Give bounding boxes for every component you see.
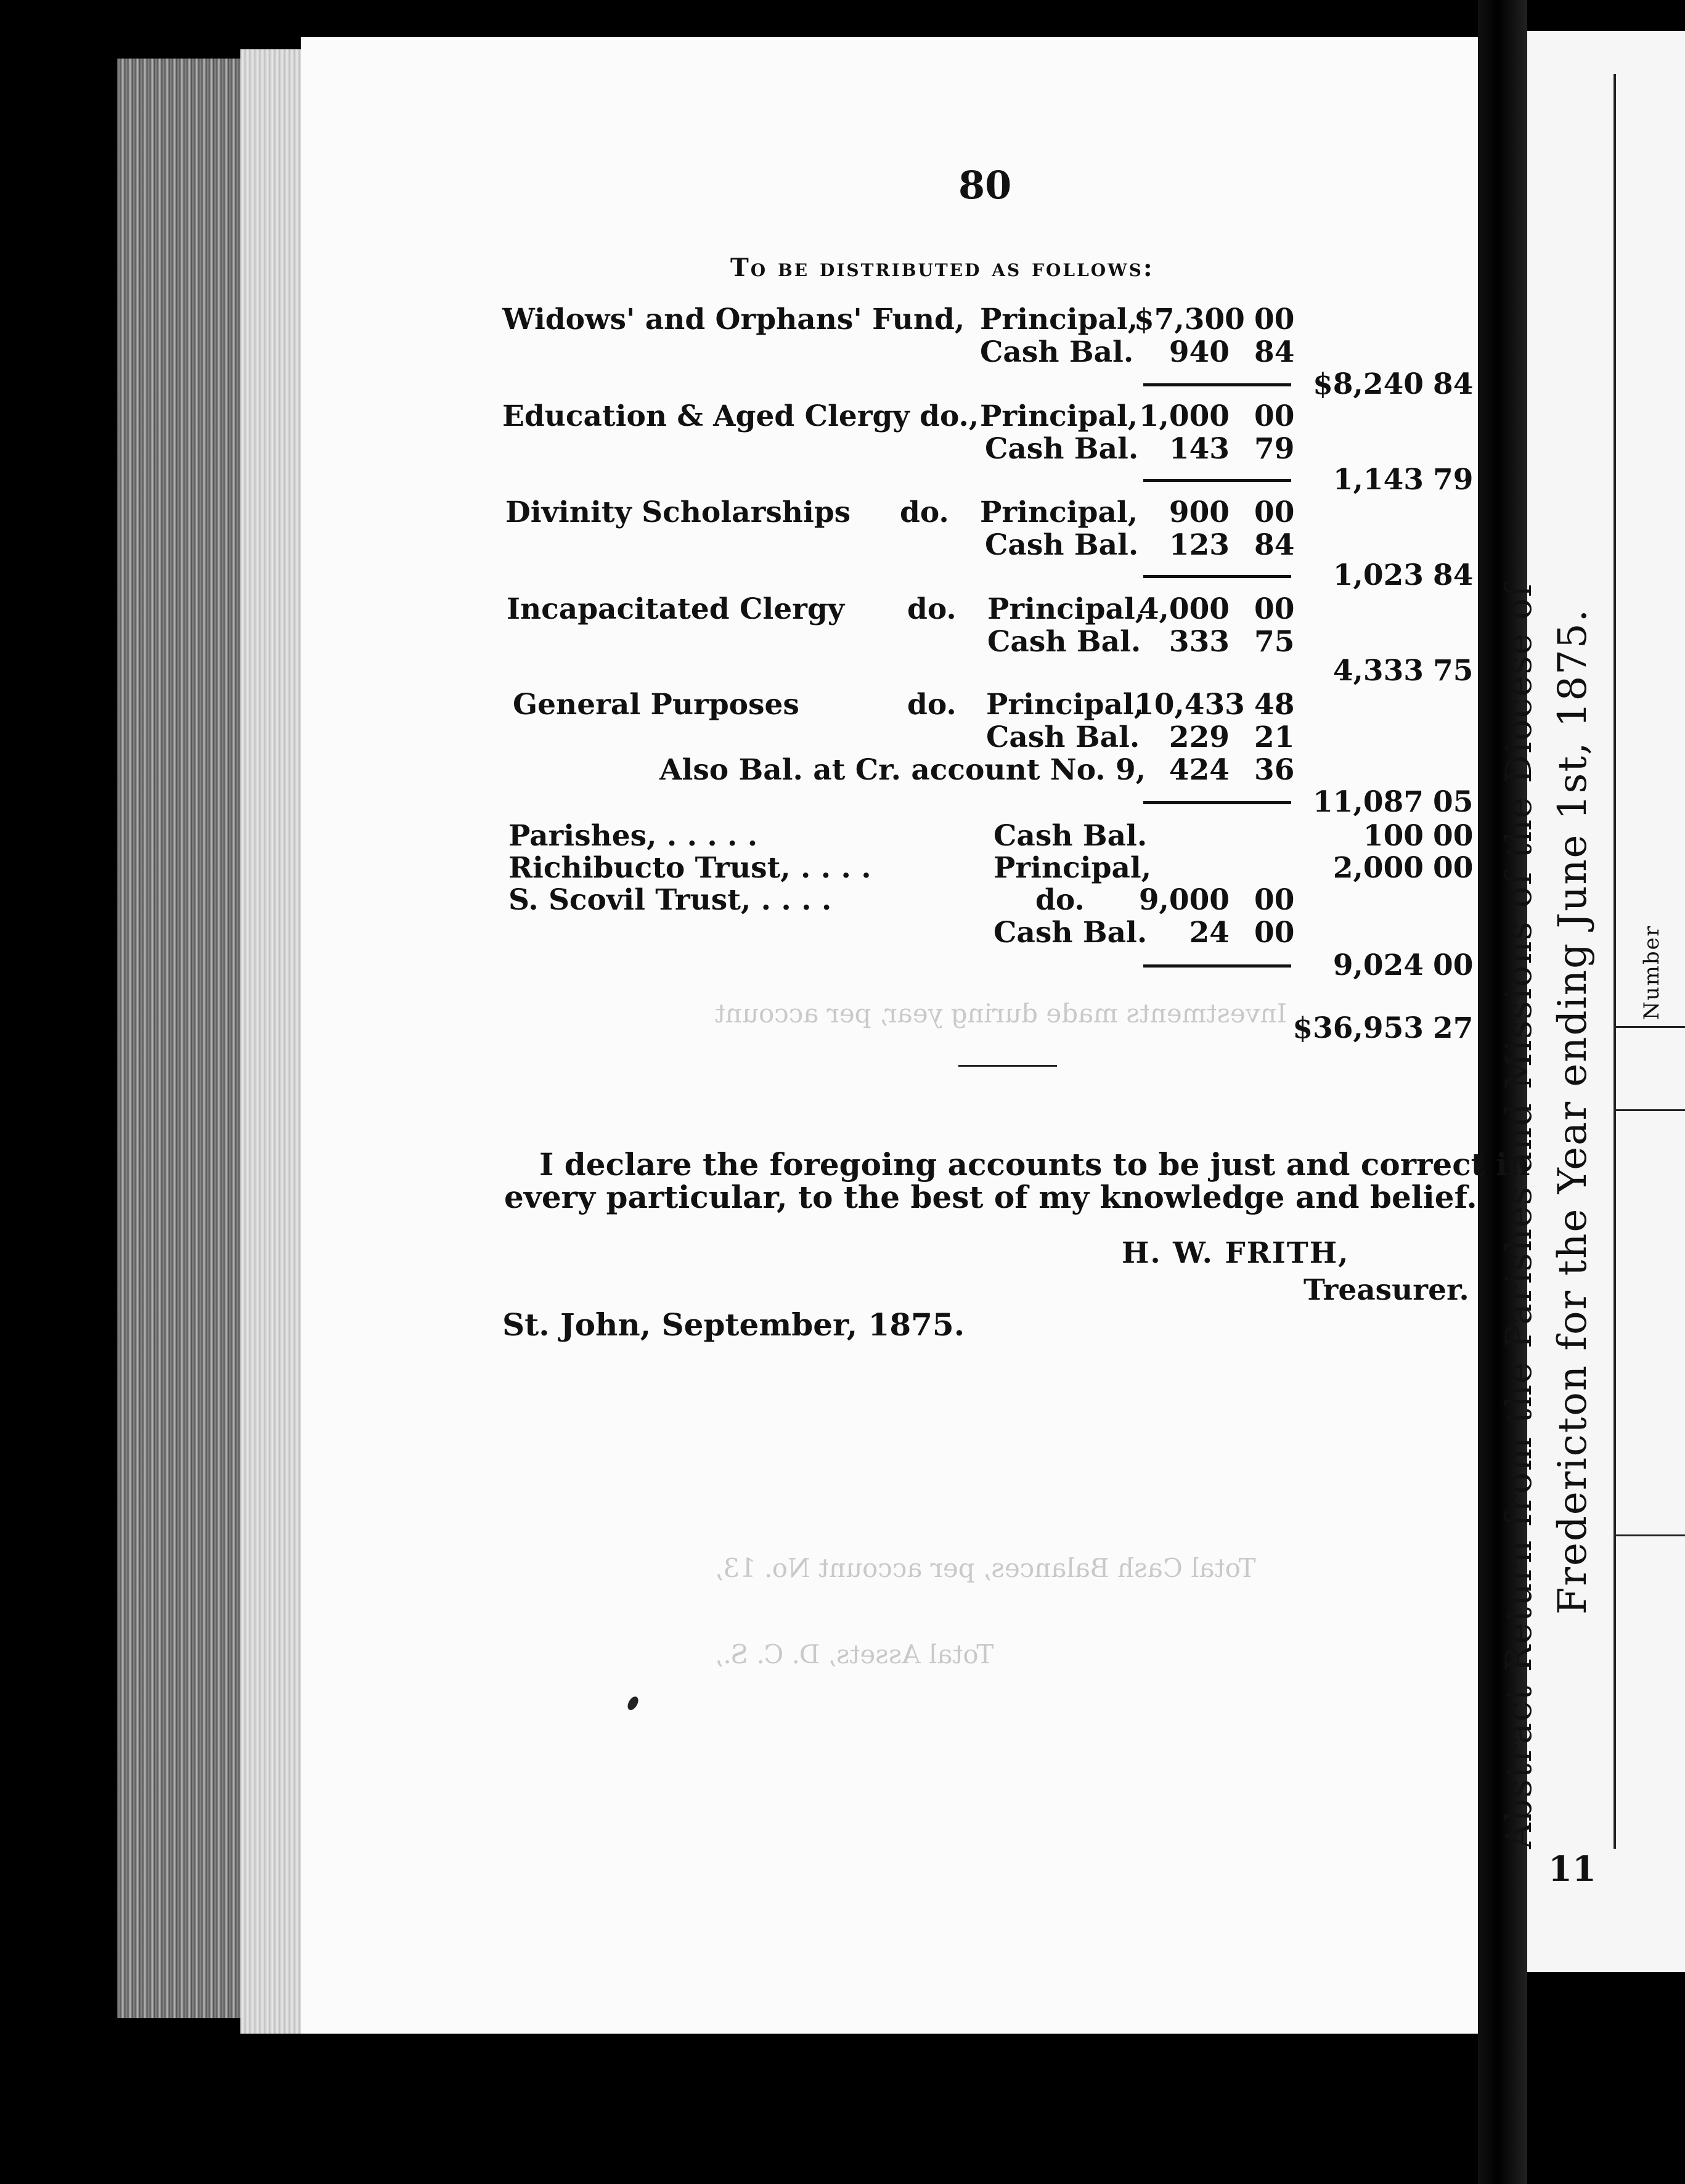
scovil-total-cents: 00 bbox=[1433, 948, 1474, 982]
right-page-title: Fredericton for the Year ending June 1st, 1875. bbox=[1550, 608, 1596, 1615]
entry-label: Principal, bbox=[980, 495, 1138, 529]
trust-label: Cash Bal. bbox=[993, 819, 1148, 853]
fund-ditto: do. bbox=[900, 495, 949, 529]
entry-cents: 75 bbox=[1254, 625, 1295, 659]
trust-name: Parishes, . . . . . bbox=[508, 819, 758, 853]
entry-label: Principal, bbox=[980, 303, 1138, 336]
fund-total: 1,023 bbox=[1332, 558, 1424, 592]
trust-label: do. bbox=[1035, 883, 1085, 917]
entry-label: Cash Bal. bbox=[985, 432, 1139, 466]
column-header: Number bbox=[1639, 924, 1664, 1020]
trust-label: Cash Bal. bbox=[993, 916, 1148, 950]
entry-label: Also Bal. at Cr. account No. 9, bbox=[659, 753, 1146, 787]
subtotal-rule bbox=[1143, 383, 1291, 386]
entry-label: Principal, bbox=[980, 399, 1138, 433]
entry-cents: 21 bbox=[1254, 720, 1295, 754]
entry-amount: 1,000 bbox=[1138, 399, 1230, 433]
trust-cents: 00 bbox=[1254, 883, 1295, 917]
fund-ditto: do. bbox=[907, 688, 957, 722]
subtotal-rule bbox=[1143, 479, 1291, 482]
table-rule bbox=[1614, 74, 1616, 1849]
entry-cents: 00 bbox=[1254, 592, 1295, 626]
subtotal-rule bbox=[1143, 575, 1291, 578]
entry-cents: 00 bbox=[1254, 399, 1295, 433]
entry-cents: 79 bbox=[1254, 432, 1295, 466]
fund-total-cents: 84 bbox=[1433, 367, 1474, 401]
entry-label: Cash Bal. bbox=[987, 625, 1141, 659]
fund-name: Incapacitated Clergy bbox=[507, 592, 845, 626]
page-number: 80 bbox=[958, 163, 1012, 208]
trust-total: 2,000 bbox=[1332, 851, 1424, 885]
grand-total: $36,953 bbox=[1292, 1011, 1424, 1045]
table-rule bbox=[1616, 1534, 1685, 1536]
bleed-through-text: Total Cash Balances, per account No. 13, bbox=[715, 1553, 1256, 1583]
entry-amount: 10,433 bbox=[1134, 688, 1245, 722]
right-page-title: Abstract Return from the Parishes and Missions of the Diocese of bbox=[1498, 582, 1540, 1849]
entry-cents: 84 bbox=[1254, 335, 1295, 369]
entry-amount: 333 bbox=[1169, 625, 1230, 659]
entry-amount: 143 bbox=[1169, 432, 1230, 466]
entry-cents: 00 bbox=[1254, 495, 1295, 529]
trust-name: S. Scovil Trust, . . . . bbox=[508, 883, 832, 917]
entry-amount: 4,000 bbox=[1138, 592, 1230, 626]
signatory-name: H. W. FRITH, bbox=[1122, 1236, 1350, 1270]
entry-cents: 00 bbox=[1254, 303, 1295, 336]
entry-amount: 123 bbox=[1169, 528, 1230, 562]
separator-rule bbox=[958, 1065, 1057, 1067]
trust-total-cents: 00 bbox=[1433, 819, 1474, 853]
place-date: St. John, September, 1875. bbox=[502, 1306, 965, 1343]
entry-amount: 229 bbox=[1169, 720, 1230, 754]
trust-amount: 24 bbox=[1189, 916, 1230, 950]
fund-total: $8,240 bbox=[1313, 367, 1424, 401]
trust-amount: 9,000 bbox=[1138, 883, 1230, 917]
subtotal-rule bbox=[1143, 964, 1291, 968]
declaration-line: every particular, to the best of my knowledge and belief. bbox=[504, 1179, 1477, 1215]
entry-label: Principal, bbox=[986, 688, 1144, 722]
fund-total: 4,333 bbox=[1332, 654, 1424, 688]
fund-total-cents: 84 bbox=[1433, 558, 1474, 592]
entry-cents: 48 bbox=[1254, 688, 1295, 722]
right-page-number: 11 bbox=[1548, 1849, 1596, 1889]
scovil-total: 9,024 bbox=[1332, 948, 1424, 982]
fund-total: 1,143 bbox=[1332, 463, 1424, 497]
entry-cents: 84 bbox=[1254, 528, 1295, 562]
trust-total: 100 bbox=[1363, 819, 1424, 853]
entry-amount: $7,300 bbox=[1134, 303, 1245, 336]
grand-total-cents: 27 bbox=[1433, 1011, 1474, 1045]
fund-total-cents: 05 bbox=[1433, 785, 1474, 819]
fund-total-cents: 79 bbox=[1433, 463, 1474, 497]
declaration-line: I declare the foregoing accounts to be just and correct in bbox=[539, 1146, 1530, 1183]
entry-label: Principal, bbox=[987, 592, 1146, 626]
page-edges-light bbox=[240, 49, 302, 2034]
section-heading: To be distributed as follows: bbox=[730, 253, 1154, 282]
trust-name: Richibucto Trust, . . . . bbox=[508, 851, 871, 885]
entry-amount: 900 bbox=[1169, 495, 1230, 529]
table-rule bbox=[1616, 1026, 1685, 1028]
entry-amount: 424 bbox=[1169, 753, 1230, 787]
signatory-title: Treasurer. bbox=[1304, 1273, 1469, 1307]
trust-label: Principal, bbox=[993, 851, 1152, 885]
fund-name: Divinity Scholarships bbox=[505, 495, 851, 529]
fund-name: Widows' and Orphans' Fund, bbox=[502, 303, 965, 336]
fund-total: 11,087 bbox=[1313, 785, 1424, 819]
fund-ditto: do. bbox=[907, 592, 957, 626]
fund-total-cents: 75 bbox=[1433, 654, 1474, 688]
entry-cents: 36 bbox=[1254, 753, 1295, 787]
fund-name: Education & Aged Clergy do., bbox=[502, 399, 979, 433]
subtotal-rule bbox=[1143, 801, 1291, 804]
bleed-through-text: Total Assets, D. C. S., bbox=[715, 1639, 994, 1669]
fund-name: General Purposes bbox=[513, 688, 799, 722]
entry-amount: 940 bbox=[1169, 335, 1230, 369]
table-rule bbox=[1616, 1109, 1685, 1111]
entry-label: Cash Bal. bbox=[985, 528, 1139, 562]
entry-label: Cash Bal. bbox=[986, 720, 1140, 754]
trust-cents: 00 bbox=[1254, 916, 1295, 950]
bleed-through-text: Investments made during year, per account bbox=[715, 998, 1287, 1029]
trust-total-cents: 00 bbox=[1433, 851, 1474, 885]
entry-label: Cash Bal. bbox=[980, 335, 1134, 369]
